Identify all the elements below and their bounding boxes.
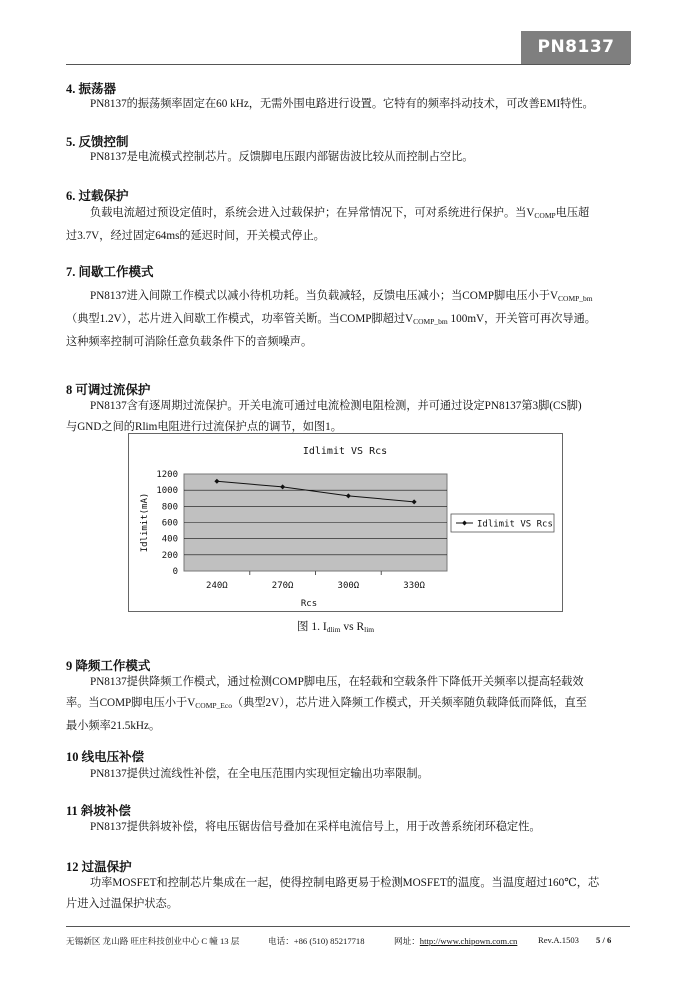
section-10-text: PN8137提供过流线性补偿，在全电压范围内实现恒定输出功率限制。 (90, 768, 429, 780)
section-11-text: PN8137提供斜坡补偿，将电压锯齿信号叠加在采样电流信号上，用于改善系统闭环稳定性。 (90, 821, 541, 833)
section-5-text: PN8137是电流模式控制芯片。反馈脚电压跟内部锯齿波比较从而控制占空比。 (90, 151, 474, 163)
section-7-title: 7. 间歇工作模式 (66, 265, 154, 279)
footer-rule (66, 926, 630, 927)
footer-page-number: 5 / 6 (596, 935, 612, 945)
legend-label: Idlimit VS Rcs (477, 519, 553, 530)
x-tick-label: 270Ω (271, 581, 294, 591)
chart-frame (128, 433, 563, 612)
section-11-title: 11 斜坡补偿 (66, 804, 131, 818)
y-tick-label: 600 (161, 518, 178, 529)
section-4-text: PN8137的振荡频率固定在60 kHz，无需外围电路进行设置。它特有的频率抖动技术，可改善EMI特性。 (90, 98, 594, 110)
figure-caption: 图 1. $I_{dlim}$ vs $R_{lim}$ (297, 621, 375, 634)
section-6-title: 6. 过载保护 (66, 189, 129, 203)
website-link[interactable]: http://www.chipown.com.cn (419, 936, 518, 946)
footer-revision: Rev.A.1503 (538, 935, 579, 945)
y-tick-label: 1000 (156, 486, 178, 497)
brand-logo: PN8137 (521, 31, 631, 64)
x-tick-label: 330Ω (403, 581, 425, 591)
x-tick-label: 240Ω (206, 581, 228, 591)
footer-address: 无锡新区 龙山路 旺庄科技创业中心 C 幢 13 层 (66, 936, 240, 946)
y-tick-label: 800 (161, 502, 178, 513)
section-8-text: PN8137含有逐周期过流保护。开关电流可通过电流检测电阻检测，并可通过设定PN8137第3脚(CS脚) 与GND之间的Rlim电阻进行过流保护点的调节，如图1。 (66, 400, 582, 433)
y-tick-label: 0 (172, 567, 178, 577)
section-8-title: 8 可调过流保护 (66, 383, 151, 397)
y-axis-label: Idlimit(mA) (140, 492, 150, 553)
section-9-text: PN8137提供降频工作模式，通过检测COMP脚电压，在轻载和空载条件下降低开关频率以提高轻载效 率。当COMP脚电压小于$V_{COMP\_Eco}$（典型2V），芯片进入降频工作模式，开关频率随负载降低而降低，直至 最小频率21.5kHz。 (66, 676, 587, 732)
section-9-title: 9 降频工作模式 (66, 659, 151, 673)
header-rule (66, 64, 630, 65)
idlimit-chart (129, 434, 562, 611)
y-tick-label: 200 (161, 550, 178, 561)
y-tick-label: 400 (161, 534, 178, 545)
chart-title: Idlimit VS Rcs (302, 446, 388, 457)
y-tick-label: 1200 (156, 470, 178, 480)
x-tick-label: 300Ω (337, 581, 360, 591)
section-12-text: 功率MOSFET和控制芯片集成在一起，使得控制电路更易于检测MOSFET的温度。当温度超过160℃，芯 片进入过温保护状态。 (66, 877, 600, 910)
footer-phone: 电话：+86 (510) 85217718 (268, 936, 365, 946)
section-10-title: 10 线电压补偿 (66, 750, 145, 764)
footer-website: 网址：http://www.chipown.com.cn (394, 936, 518, 946)
section-4-title: 4. 振荡器 (66, 82, 117, 96)
section-6-text: 负载电流超过预设定值时，系统会进入过载保护；在异常情况下，可对系统进行保护。当$V_{COMP}$电压超 过3.7V，经过固定64ms的延迟时间，开关模式停止。 (66, 207, 590, 242)
section-5-title: 5. 反馈控制 (66, 135, 129, 149)
section-7-text: PN8137进入间隙工作模式以减小待机功耗。当负载减轻，反馈电压减小；当COMP脚电压小于$V_{COMP\_bm}$ （典型1.2V），芯片进入间歇工作模式，功率管关断。当COMP脚超过$V_{COMP\_bm}$ 100mV，开关管可再次导通。 这种频率控制可消除任意负载条件下的音频噪声。 (66, 290, 596, 348)
x-axis-label: Rcs (300, 599, 318, 609)
section-12-title: 12 过温保护 (66, 860, 132, 874)
